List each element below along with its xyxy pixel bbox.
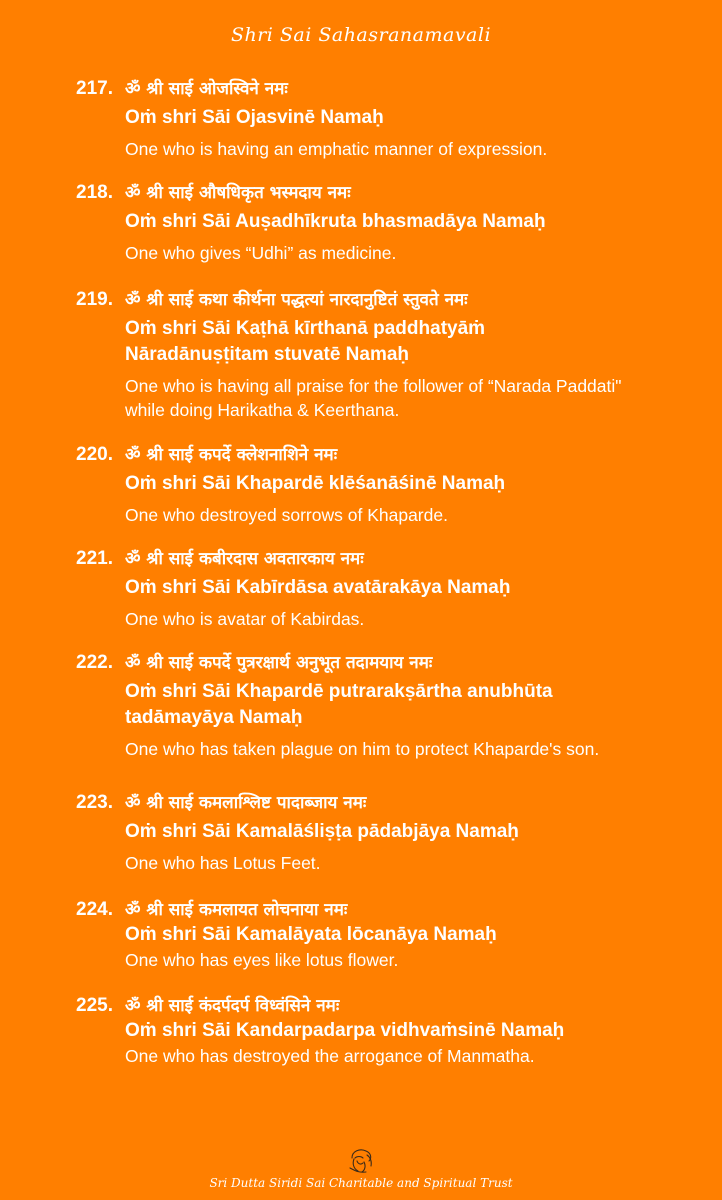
list-item [76,444,696,548]
entry-number: 222. [76,652,113,673]
entry-number: 219. [76,289,113,310]
sanskrit-name: ॐ श्री साई औषधिकृत भस्मदाय नमः [125,183,351,203]
sanskrit-name: ॐ श्री साई कथा कीर्थना पद्धत्यां नारदानुष्टितं स्तुवते नमः [125,290,468,310]
meaning: One who gives “Udhi” as medicine. [125,243,397,263]
footer-trust-name: Sri Dutta Siridi Sai Charitable and Spiritual Trust [209,1176,513,1190]
transliteration: Oṁ shri Sāi Auṣadhīkruta bhasmadāya Namaḥ [125,211,546,232]
list-item [76,182,696,289]
sanskrit-name: ॐ श्री साई कबीरदास अवतारकाय नमः [125,549,364,569]
transliteration: Oṁ shri Sāi Kamalāyata lōcanāya Namaḥ [125,924,497,945]
list-item [76,995,696,1075]
transliteration: Oṁ shri Sāi Khapardē klēśanāśinē Namaḥ [125,473,506,494]
entry-number: 225. [76,995,113,1016]
meaning: while doing Harikatha & Keerthana. [125,400,400,420]
list-item [76,652,696,792]
meaning: One who has destroyed the arrogance of Manmatha. [125,1046,535,1066]
entry-number: 218. [76,182,113,203]
meaning: One who destroyed sorrows of Khaparde. [125,505,448,525]
transliteration: Oṁ shri Sāi Kaṭhā kīrthanā paddhatyāṁ [125,318,486,339]
list-item [76,899,696,995]
entry-number: 223. [76,792,113,813]
sanskrit-name: ॐ श्री साई कमलायत लोचनाया नमः [125,900,348,920]
page-title: Shri Sai Sahasranamavali [230,24,492,46]
meaning: One who has eyes like lotus flower. [125,950,399,970]
sanskrit-name: ॐ श्री साई कपर्दे क्लेशनाशिने नमः [125,445,338,465]
meaning: One who is having all praise for the follower of “Narada Paddati" [125,376,622,396]
transliteration: Oṁ shri Sāi Kabīrdāsa avatārakāya Namaḥ [125,577,511,598]
entry-number: 224. [76,899,113,920]
list-item [76,289,696,444]
sanskrit-name: ॐ श्री साई कंदर्पदर्प विध्वंसिने नमः [125,996,340,1016]
entry-number: 220. [76,444,113,465]
sai-baba-sketch-icon [346,1146,376,1174]
list-item [76,548,696,652]
meaning: One who is avatar of Kabirdas. [125,609,365,629]
meaning: One who has Lotus Feet. [125,853,321,873]
sanskrit-name: ॐ श्री साई ओजस्विने नमः [125,79,288,99]
sanskrit-name: ॐ श्री साई कपर्दे पुत्ररक्षार्थ अनुभूत तदामयाय नमः [125,653,433,673]
entry-number: 217. [76,78,113,99]
transliteration: tadāmayāya Namaḥ [125,707,303,728]
sanskrit-name: ॐ श्री साई कमलाश्लिष्ट पादाब्जाय नमः [125,793,367,813]
names-list [76,78,696,1075]
entry-number: 221. [76,548,113,569]
list-item [76,792,696,899]
transliteration: Oṁ shri Sāi Kandarpadarpa vidhvaṁsinē Namaḥ [125,1020,565,1041]
meaning: One who is having an emphatic manner of expression. [125,139,548,159]
meaning: One who has taken plague on him to protect Khaparde's son. [125,739,600,759]
transliteration: Nāradānuṣṭitam stuvatē Namaḥ [125,344,410,365]
transliteration: Oṁ shri Sāi Ojasvinē Namaḥ [125,107,384,128]
transliteration: Oṁ shri Sāi Kamalāśliṣṭa pādabjāya Namaḥ [125,821,519,842]
list-item [76,78,696,182]
transliteration: Oṁ shri Sāi Khapardē putrarakṣārtha anubhūta [125,681,553,702]
